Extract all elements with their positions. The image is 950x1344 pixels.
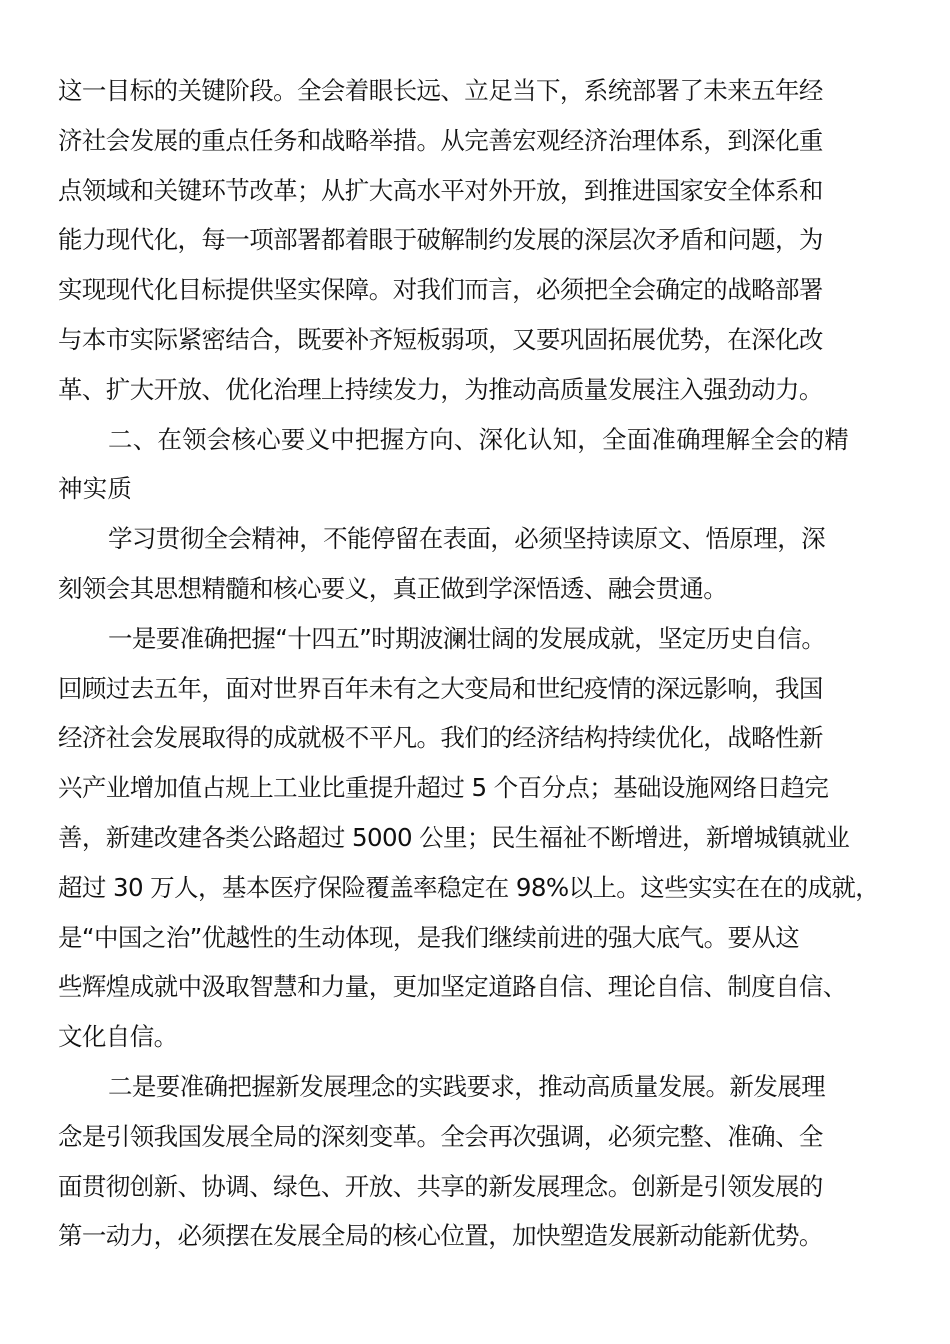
document-page <box>58 66 888 1261</box>
text-line: 兴产业增加值占规上工业比重提升超过 5 个百分点；基础设施网络日趋完 <box>58 773 829 803</box>
text-line: 超过 30 万人，基本医疗保险覆盖率稳定在 98%以上。这些实实在在的成就， <box>58 872 880 902</box>
section-heading-continued: 神实质 <box>58 474 133 504</box>
text-line: 经济社会发展取得的成就极不平凡。我们的经济结构持续优化，战略性新 <box>58 723 823 753</box>
text-line: 刻领会其思想精髓和核心要义，真正做到学深悟透、融会贯通。 <box>58 573 728 603</box>
text-line: 能力现代化，每一项部署都着眼于破解制约发展的深层次矛盾和问题，为 <box>58 225 823 255</box>
text-line: 济社会发展的重点任务和战略举措。从完善宏观经济治理体系，到深化重 <box>58 125 823 155</box>
text-line: 这一目标的关键阶段。全会着眼长远、立足当下，系统部署了未来五年经 <box>58 76 823 105</box>
text-line: 文化自信。 <box>58 1022 178 1052</box>
text-line: 点领域和关键环节改革；从扩大高水平对外开放，到推进国家安全体系和 <box>58 175 823 205</box>
text-line: 实现现代化目标提供坚实保障。对我们而言，必须把全会确定的战略部署 <box>58 275 823 305</box>
paragraph-start: 学习贯彻全会精神，不能停留在表面，必须坚持读原文、悟原理，深 <box>108 524 825 554</box>
text-line: 面贯彻创新、协调、绿色、开放、共享的新发展理念。创新是引领发展的 <box>58 1171 823 1201</box>
text-line: 革、扩大开放、优化治理上持续发力，为推动高质量发展注入强劲动力。 <box>58 374 823 404</box>
text-line: 回顾过去五年，面对世界百年未有之大变局和世纪疫情的深远影响，我国 <box>58 673 823 703</box>
section-heading: 二、在领会核心要义中把握方向、深化认知，全面准确理解全会的精 <box>108 424 849 454</box>
text-line: 念是引领我国发展全局的深刻变革。全会再次强调，必须完整、准确、全 <box>58 1121 823 1151</box>
text-line: 第一动力，必须摆在发展全局的核心位置，加快塑造发展新动能新优势。 <box>58 1221 823 1251</box>
text-line: 与本市实际紧密结合，既要补齐短板弱项，又要巩固拓展优势，在深化改 <box>58 324 823 354</box>
text-line: 善，新建改建各类公路超过 5000 公里；民生福祉不断增进，新增城镇就业 <box>58 822 850 852</box>
text-line: 些辉煌成就中汲取智慧和力量，更加坚定道路自信、理论自信、制度自信、 <box>58 972 847 1002</box>
paragraph-start: 一是要准确把握“十四五”时期波澜壮阔的发展成就，坚定历史自信。 <box>108 623 826 653</box>
text-line: 是“中国之治”优越性的生动体现，是我们继续前进的强大底气。要从这 <box>58 922 800 952</box>
paragraph-start: 二是要准确把握新发展理念的实践要求，推动高质量发展。新发展理 <box>108 1071 825 1101</box>
